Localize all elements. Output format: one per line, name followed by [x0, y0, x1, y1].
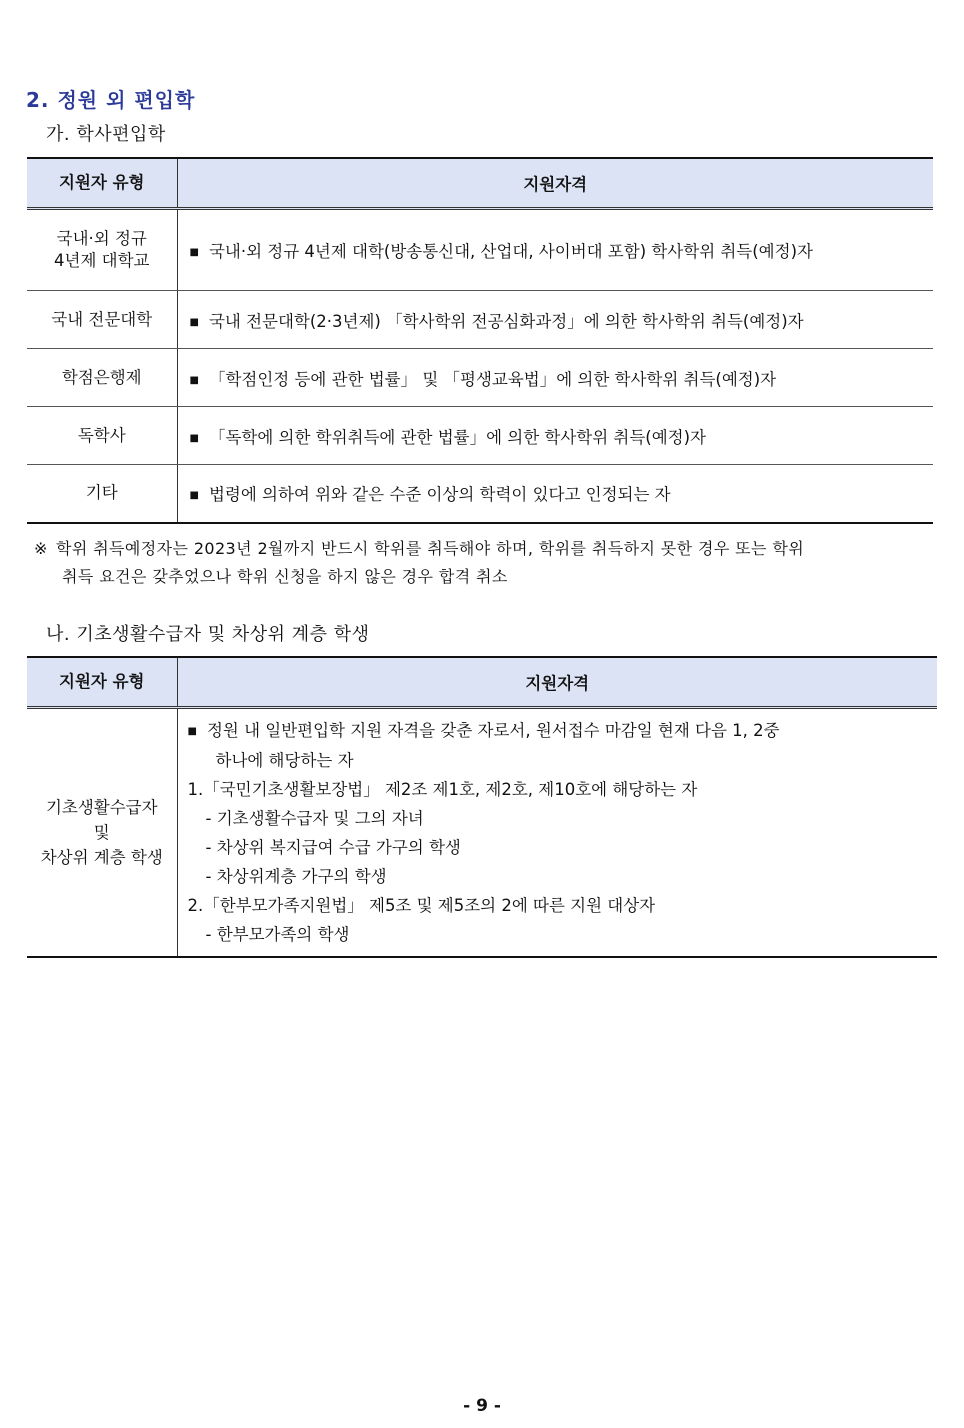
qualification-cell — [177, 209, 933, 291]
note-text: 학위 취득예정자는 2023년 2월까지 반드시 학위를 취득해야 하며, 학위를 취득하지 못한 경우 또는 학위 — [56, 539, 805, 558]
qualification-text: ■ 법령에 의하여 위와 같은 수준 이상의 학력이 있다고 인정되는 자 — [190, 485, 671, 504]
applicant-type-cell — [27, 708, 177, 957]
page-number: - 9 - — [463, 1396, 501, 1416]
qualification-cell — [177, 349, 933, 407]
table-header-row — [27, 657, 937, 708]
applicant-type-line: 기초생활수급자 — [45, 797, 158, 817]
header-qualification: 지원자격 — [177, 158, 933, 209]
subsection-a-title: 가. 학사편입학 — [46, 124, 166, 145]
table-row — [27, 291, 933, 349]
applicant-type-line: 차상위 계층 학생 — [40, 847, 163, 867]
applicant-type-line: 4년제 대학교 — [54, 251, 150, 270]
low-income-table — [27, 656, 937, 958]
applicant-type-cell: 독학사 — [27, 407, 177, 465]
applicant-type-cell: 학점은행제 — [27, 349, 177, 407]
list-sub-item: - 기초생활수급자 및 그의 자녀 — [205, 808, 424, 828]
list-item: 2.「한부모가족지원법」 제5조 및 제5조의 2에 따른 지원 대상자 — [187, 895, 656, 915]
header-qualification: 지원자격 — [177, 657, 937, 708]
applicant-type-cell: 국내 전문대학 — [27, 291, 177, 349]
header-applicant-type: 지원자 유형 — [27, 158, 177, 209]
qualification-text: ■ 「학점인정 등에 관한 법률」 및 「평생교육법」에 의한 학사학위 취득(예정)자 — [190, 370, 777, 389]
bachelor-transfer-table — [27, 157, 933, 524]
qualification-text: ■ 「독학에 의한 학위취득에 관한 법률」에 의한 학사학위 취득(예정)자 — [190, 428, 706, 447]
header-applicant-type: 지원자 유형 — [27, 657, 177, 708]
table-row — [27, 708, 937, 957]
subsection-b-title: 나. 기초생활수급자 및 차상위 계층 학생 — [46, 624, 370, 645]
qualification-intro — [188, 716, 937, 746]
table-header-row — [27, 158, 933, 209]
applicant-type-cell: 기타 — [27, 465, 177, 523]
list-sub-item: - 한부모가족의 학생 — [205, 924, 350, 944]
note-mark: ※ — [34, 539, 48, 558]
qualification-cell — [177, 465, 933, 523]
section-title: 2. 정원 외 편입학 — [26, 88, 196, 112]
applicant-type-line: 및 — [93, 822, 110, 842]
table-row — [27, 349, 933, 407]
qualification-cell — [177, 407, 933, 465]
note-line: 취득 요건은 갖추었으나 학위 신청을 하지 않은 경우 합격 취소 — [62, 567, 508, 586]
qualification-intro-line: ■ 정원 내 일반편입학 지원 자격을 갖춘 자로서, 원서접수 마감일 현재 다음 1, 2중 — [188, 721, 780, 740]
qualification-cell — [177, 291, 933, 349]
qualification-text: ■ 국내·외 정규 4년제 대학(방송통신대, 산업대, 사이버대 포함) 학사학위 취득(예정)자 — [190, 242, 813, 261]
applicant-type-cell — [27, 209, 177, 291]
table-row — [27, 465, 933, 523]
qualification-cell — [177, 708, 937, 957]
degree-expectation-note — [34, 535, 944, 591]
qualification-intro-cont: 하나에 해당하는 자 — [215, 750, 354, 770]
list-item: 1.「국민기초생활보장법」 제2조 제1호, 제2호, 제10호에 해당하는 자 — [187, 779, 698, 799]
list-sub-item: - 차상위 복지급여 수급 가구의 학생 — [205, 837, 461, 857]
qualification-text: ■ 국내 전문대학(2·3년제) 「학사학위 전공심화과정」에 의한 학사학위 취득(예정)자 — [190, 312, 804, 331]
applicant-type-line: 국내·외 정규 — [56, 229, 147, 248]
table-row — [27, 209, 933, 291]
note-line — [34, 535, 944, 563]
table-row — [27, 407, 933, 465]
list-sub-item: - 차상위계층 가구의 학생 — [205, 866, 387, 886]
